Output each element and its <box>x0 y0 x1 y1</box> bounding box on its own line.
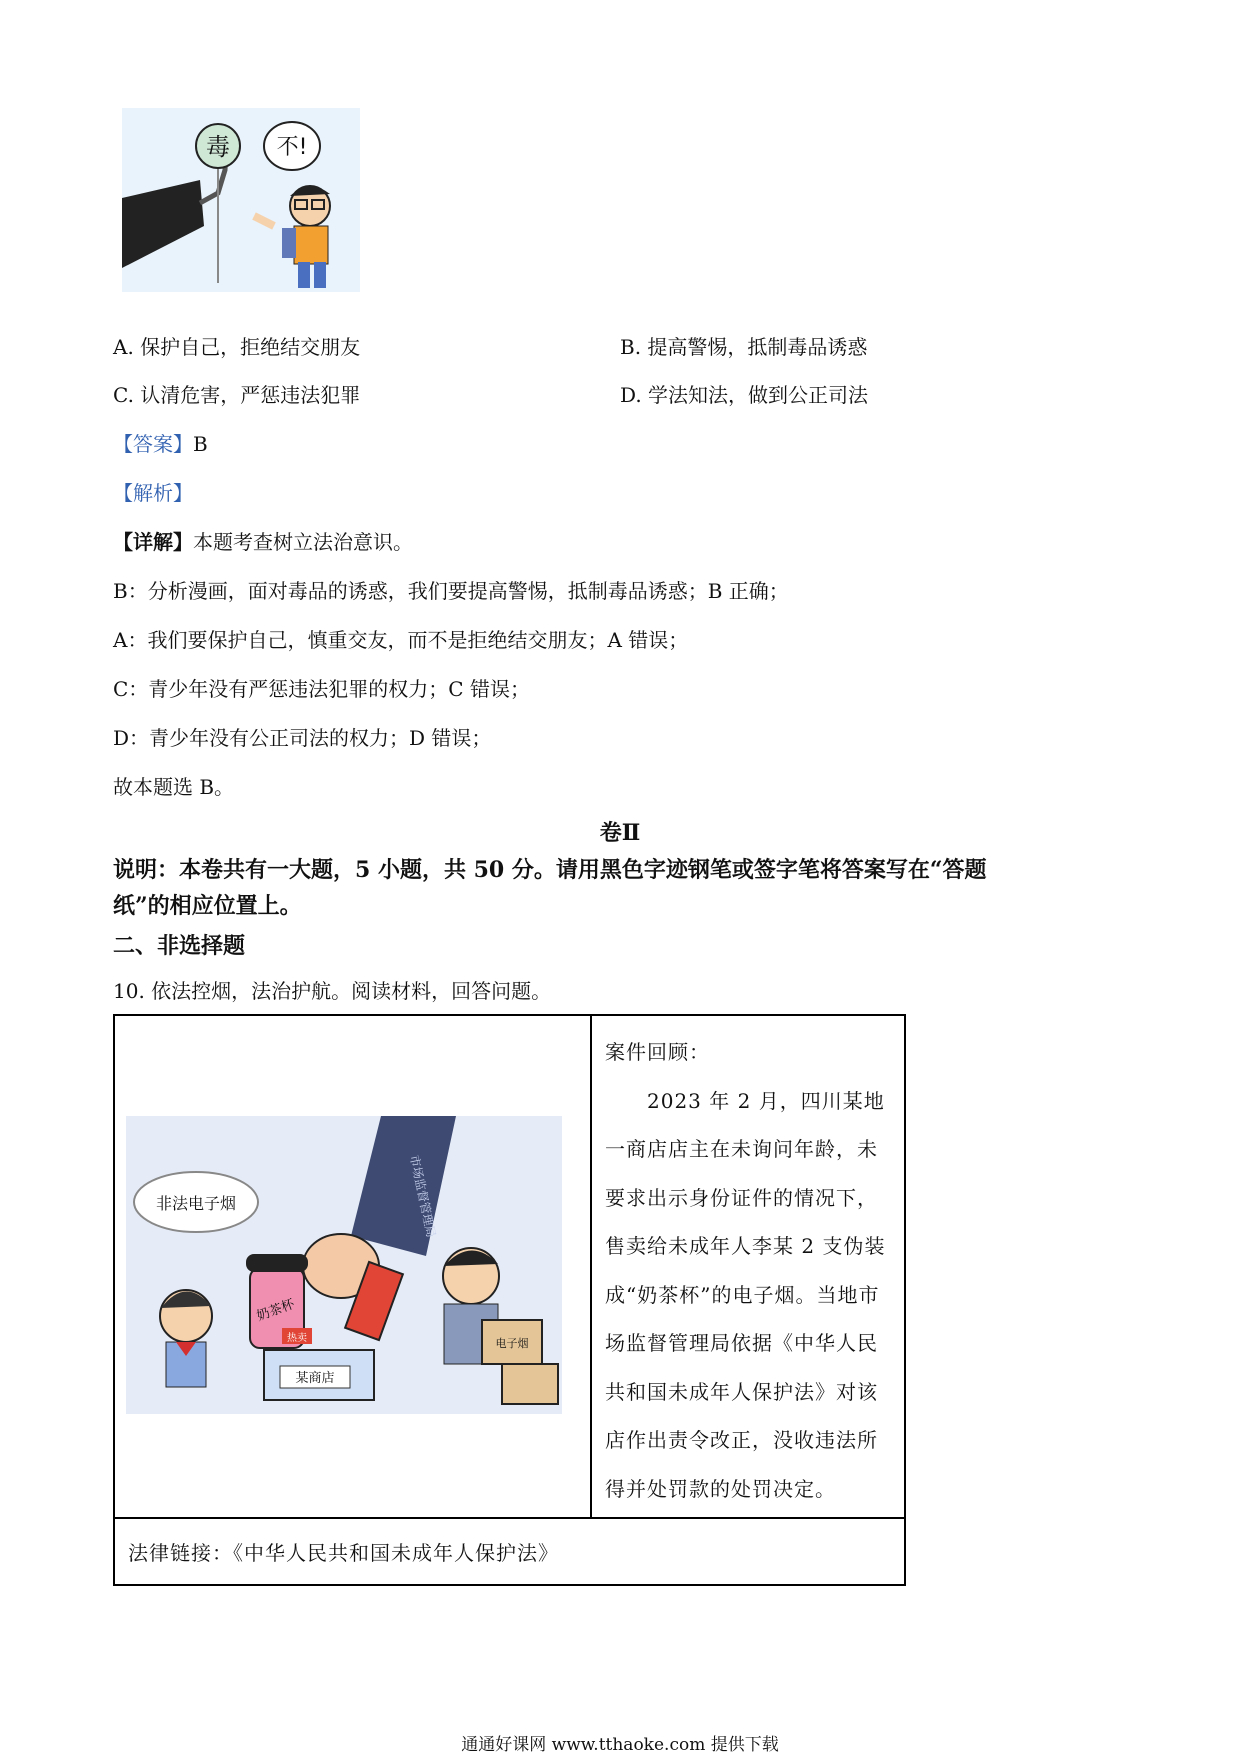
table-horizontal-divider <box>113 1517 906 1519</box>
detail-conclusion: 故本题选 B。 <box>113 775 235 799</box>
hot-sale-tag: 热卖 <box>287 1333 307 1344</box>
shop-sign: 某商店 <box>295 1371 335 1386</box>
case-title: 案件回顾： <box>605 1040 710 1064</box>
case-text: 2023 年 2 月，四川某地一商店店主在未询问年龄，未要求出示身份证件的情况下，售卖给未成年人李某 2 支伪装成“奶茶杯”的电子烟。当地市场监督管理局依据《中华人民共和国未成年人保护法》对该店作出责令改正，没收违法所得并处罚款的处罚决定。 <box>605 1088 886 1501</box>
illegal-ecig-label: 非法电子烟 <box>155 1194 237 1213</box>
milk-tea-label: 奶茶杯 <box>254 1296 297 1325</box>
option-a: A. 保护自己，拒绝结交朋友 <box>113 335 361 359</box>
detail-line-a: A：我们要保护自己，慎重交友，而不是拒绝结交朋友；A 错误； <box>113 628 689 652</box>
detail-line-d: D：青少年没有公正司法的权力；D 错误； <box>113 726 492 750</box>
option-d: D. 学法知法，做到公正司法 <box>620 383 869 407</box>
ecig-box-label: 电子烟 <box>495 1337 529 1350</box>
detail-line-b: B：分析漫画，面对毒品的诱惑，我们要提高警惕，抵制毒品诱惑；B 正确； <box>113 579 789 603</box>
answer-value: B <box>193 432 208 456</box>
analysis-label: 【解析】 <box>113 481 193 505</box>
detail-intro: 本题考查树立法治意识。 <box>193 530 413 554</box>
case-review <box>605 1028 893 1513</box>
detail-line-c: C：青少年没有严惩违法犯罪的权力；C 错误； <box>113 677 530 701</box>
drug-refusal-cartoon <box>122 108 360 292</box>
poison-label: 毒 <box>206 133 230 161</box>
option-b: B. 提高警惕，抵制毒品诱惑 <box>620 335 868 359</box>
question-10-prompt: 10. 依法控烟，法治护航。阅读材料，回答问题。 <box>113 979 552 1003</box>
e-cigarette-cartoon <box>126 1116 562 1414</box>
detail-intro-line <box>113 529 413 555</box>
law-link: 法律链接：《中华人民共和国未成年人保护法》 <box>128 1541 559 1565</box>
answer-label: 【答案】 <box>113 432 193 456</box>
section-heading: 二、非选择题 <box>113 933 246 959</box>
section-note-line1: 说明：本卷共有一大题，5 小题，共 50 分。请用黑色字迹钢笔或签字笔将答案写在“答题 <box>113 857 987 883</box>
answer-line <box>113 431 208 457</box>
speech-bubble-text: 不! <box>276 135 308 160</box>
option-c: C. 认清危害，严惩违法犯罪 <box>113 383 361 407</box>
detail-label: 【详解】 <box>113 530 193 554</box>
e-cigarette-cartoon-svg <box>126 1116 562 1414</box>
section-title: 卷Ⅱ <box>599 820 641 846</box>
footer: 通通好课网 www.tthaoke.com 提供下载 <box>461 1735 779 1755</box>
table-vertical-divider <box>590 1014 592 1519</box>
sleeve-label: 市场监督管理局 <box>407 1153 439 1239</box>
drug-refusal-cartoon-svg <box>122 108 360 292</box>
section-note-line2: 纸”的相应位置上。 <box>113 893 302 919</box>
